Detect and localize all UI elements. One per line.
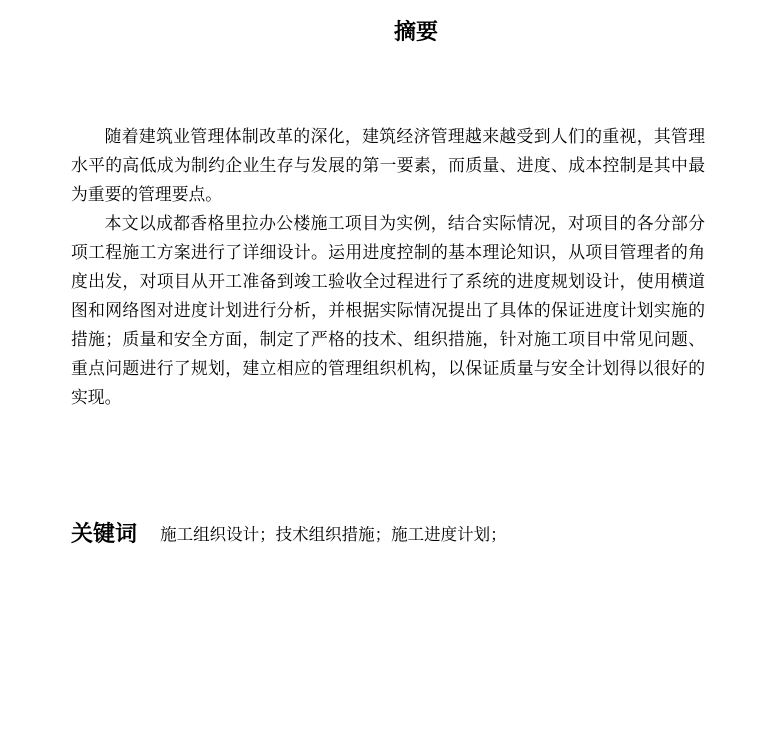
abstract-paragraph-1: 随着建筑业管理体制改革的深化，建筑经济管理越来越受到人们的重视，其管理水平的高低成为制约企业生存与发展的第一要素，而质量、进度、成本控制是其中最为重要的管理要点。 [71, 126, 705, 204]
keywords-label: 关键词 [71, 522, 138, 547]
keywords-text: 施工组织设计；技术组织措施；施工进度计划； [160, 525, 507, 544]
abstract-title: 摘要 [393, 20, 438, 45]
abstract-body [71, 122, 705, 412]
abstract-paragraph-2: 本文以成都香格里拉办公楼施工项目为实例，结合实际情况，对项目的各分部分项工程施工方案进行了详细设计。运用进度控制的基本理论知识，从项目管理者的角度出发，对项目从开工准备到竣工验收全过程进行了系统的进度规划设计，使用横道图和网络图对进度计划进行分析，并根据实际情况提出了具体的保证进度计划实施的措施；质量和安全方面，制定了严格的技术、组织措施，针对施工项目中常见问题、重点问题进行了规划，建立相应的管理组织机构，以保证质量与安全计划得以很好的实现。 [71, 213, 705, 407]
keywords-line [71, 520, 705, 550]
